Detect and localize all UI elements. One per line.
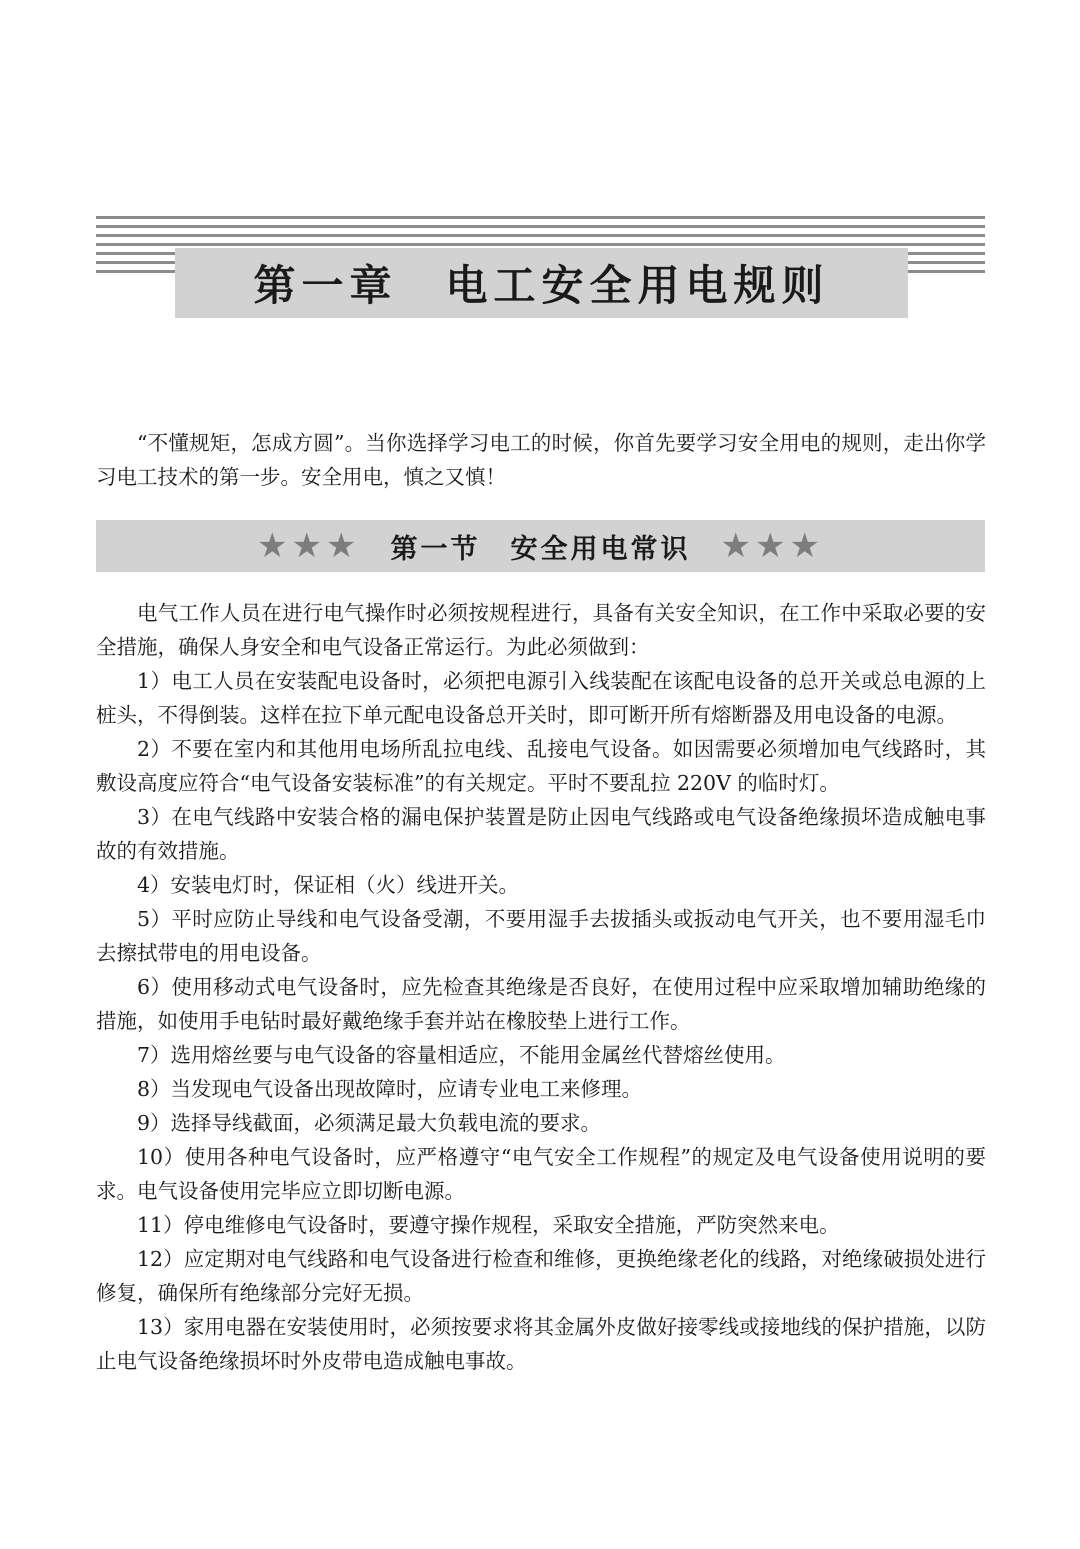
list-item: 9）选择导线截面，必须满足最大负载电流的要求。 xyxy=(137,1111,602,1135)
list-item: 4）安装电灯时，保证相（火）线进开关。 xyxy=(137,873,520,897)
chapter-title: 第一章 电工安全用电规则 xyxy=(253,261,830,310)
intro-paragraph: “不懂规矩，怎成方圆”。当你选择学习电工的时候，你首先要学习安全用电的规则，走出你学习电工技术的第一步。安全用电，慎之又慎！ xyxy=(96,431,986,489)
list-item: 10）使用各种电气设备时，应严格遵守“电气安全工作规程”的规定及电气设备使用说明的要求。电气设备使用完毕应立即切断电源。 xyxy=(96,1145,986,1203)
list-item: 7）选用熔丝要与电气设备的容量相适应，不能用金属丝代替熔丝使用。 xyxy=(137,1043,786,1067)
star-icon-group-left: ★★★ xyxy=(257,526,361,566)
list-item: 8）当发现电气设备出现故障时，应请专业电工来修理。 xyxy=(137,1077,643,1101)
section-title: 第一节 安全用电常识 xyxy=(390,533,691,565)
list-item: 2）不要在室内和其他用电场所乱拉电线、乱接电气设备。如因需要必须增加电气线路时，其敷设高度应符合“电气设备安装标准”的有关规定。平时不要乱拉 220V 的临时灯。 xyxy=(96,737,986,795)
list-item: 12）应定期对电气线路和电气设备进行检查和维修，更换绝缘老化的线路，对绝缘破损处进行修复，确保所有绝缘部分完好无损。 xyxy=(96,1247,986,1305)
chapter-title-box xyxy=(175,248,908,318)
list-item: 11）停电维修电气设备时，要遵守操作规程，采取安全措施，严防突然来电。 xyxy=(137,1213,840,1237)
list-item: 1）电工人员在安装配电设备时，必须把电源引入线装配在该配电设备的总开关或总电源的上桩头，不得倒装。这样在拉下单元配电设备总开关时，即可断开所有熔断器及用电设备的电源。 xyxy=(96,669,986,727)
section-body xyxy=(96,596,986,1378)
list-item: 3）在电气线路中安装合格的漏电保护装置是防止因电气线路或电气设备绝缘损坏造成触电事故的有效措施。 xyxy=(96,805,986,863)
list-item: 5）平时应防止导线和电气设备受潮，不要用湿手去拔插头或扳动电气开关，也不要用湿毛巾去擦拭带电的用电设备。 xyxy=(96,907,986,965)
section-header xyxy=(96,520,985,572)
list-item: 6）使用移动式电气设备时，应先检查其绝缘是否良好，在使用过程中应采取增加辅助绝缘的措施，如使用手电钻时最好戴绝缘手套并站在橡胶垫上进行工作。 xyxy=(96,975,986,1033)
list-item: 13）家用电器在安装使用时，必须按要求将其金属外皮做好接零线或接地线的保护措施，以防止电气设备绝缘损坏时外皮带电造成触电事故。 xyxy=(96,1315,986,1373)
body-lead-paragraph: 电气工作人员在进行电气操作时必须按规程进行，具备有关安全知识，在工作中采取必要的安全措施，确保人身安全和电气设备正常运行。为此必须做到： xyxy=(96,601,986,659)
star-icon-group-right: ★★★ xyxy=(720,526,824,566)
